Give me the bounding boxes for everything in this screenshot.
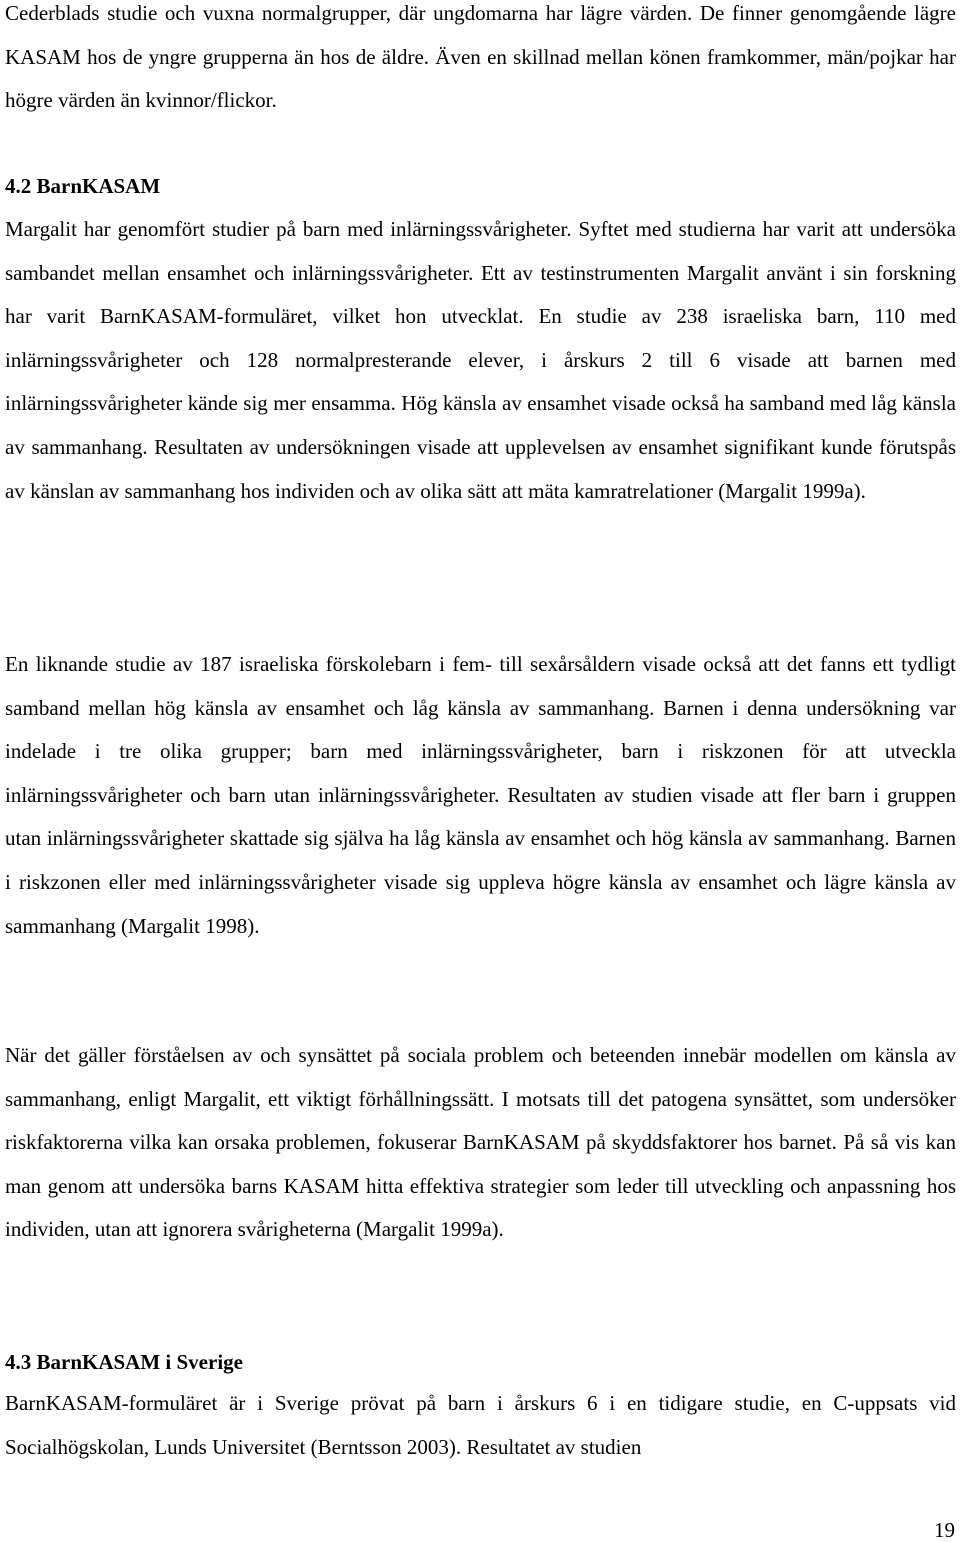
paragraph-pathogenic-perspective: När det gäller förståelsen av och synsättet på sociala problem och beteenden innebär modellen om känsla av sammanhang, enligt Margalit, ett viktigt förhållningssätt. I motsats till det patogena synsättet, som undersöker riskfaktorerna vilka kan orsaka problemen, fokuserar BarnKASAM på skyddsfaktorer hos barnet. På så vis kan man genom att undersöka barns KASAM hitta effektiva strategier som leder till utveckling och anpassning hos individen, utan att ignorera svårigheterna (Margalit 1999a). [5, 1043, 956, 1242]
paragraph-preschool-study: En liknande studie av 187 israeliska förskolebarn i fem- till sexårsåldern visade också att det fanns ett tydligt samband mellan hög känsla av ensamhet och låg känsla av sammanhang. Barnen i denna undersökning var indelade i tre olika grupper; barn med inlärningssvårigheter, barn i riskzonen för att utveckla inlärningssvårigheter och barn utan inlärningssvårigheter. Resultaten av studien visade att fler barn i gruppen utan inlärningssvårigheter skattade sig själva ha låg känsla av ensamhet och hög känsla av sammanhang. Barnen i riskzonen eller med inlärningssvårigheter visade sig uppleva högre känsla av ensamhet och lägre känsla av sammanhang (Margalit 1998). [5, 652, 956, 938]
paragraph-intro: Cederblads studie och vuxna normalgrupper, där ungdomarna har lägre värden. De finner genomgående lägre KASAM hos de yngre grupperna än hos de äldre. Även en skillnad mellan könen framkommer, män/pojkar har högre värden än kvinnor/flickor. [5, 1, 956, 113]
paragraph-sweden: BarnKASAM-formuläret är i Sverige prövat på barn i årskurs 6 i en tidigare studie, en C-uppsats vid Socialhögskolan, Lunds Universitet (Berntsson 2003). Resultatet av studien [5, 1391, 956, 1459]
paragraph-margalit-studies: Margalit har genomfört studier på barn med inlärningssvårigheter. Syftet med studierna har varit att undersöka sambandet mellan ensamhet och inlärningssvårigheter. Ett av testinstrumenten Margalit använt i sin forskning har varit BarnKASAM-formuläret, vilket hon utvecklat. En studie av 238 israeliska barn, 110 med inlärningssvårigheter och 128 normalpresterande elever, i årskurs 2 till 6 visade att barnen med inlärningssvårigheter kände sig mer ensamma. Hög känsla av ensamhet visade också ha samband med låg känsla av sammanhang. Resultaten av undersökningen visade att upplevelsen av ensamhet signifikant kunde förutspås av känslan av sammanhang hos individen och av olika sätt att mäta kamratrelationer (Margalit 1999a). [5, 217, 956, 503]
page-number: 19 [934, 1518, 955, 1542]
section-heading-4-3: 4.3 BarnKASAM i Sverige [5, 1350, 243, 1374]
section-heading-4-2: 4.2 BarnKASAM [5, 174, 161, 198]
